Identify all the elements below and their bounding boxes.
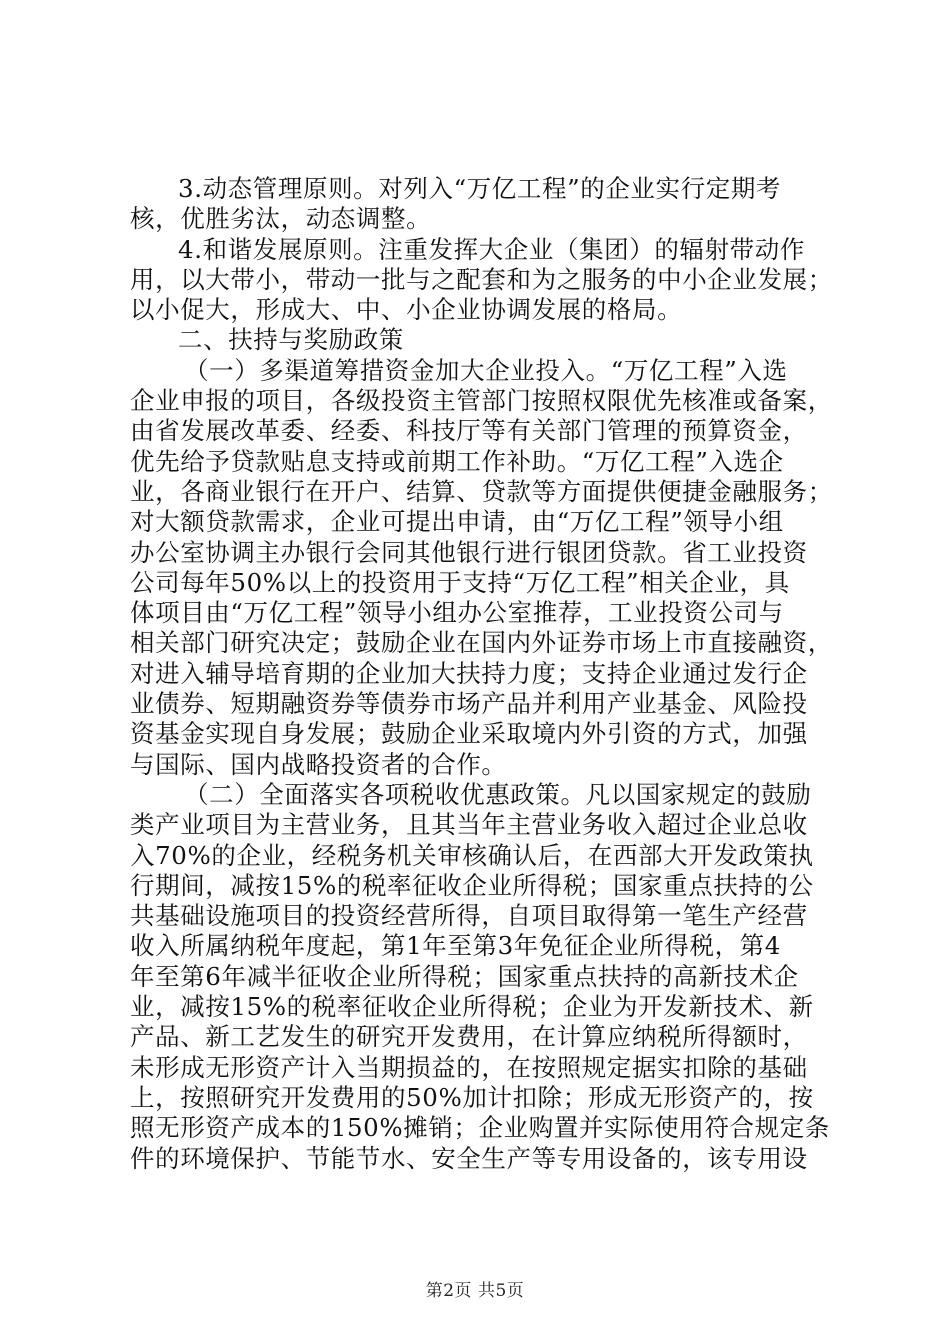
paragraph-line: 核，优胜劣汰，动态调整。	[130, 204, 432, 234]
paragraph-line: （二）全面落实各项税收优惠政策。凡以国家规定的鼓励	[184, 779, 812, 809]
paragraph-line: 办公室协调主办银行会同其他银行进行银团贷款。省工业投资	[130, 537, 808, 567]
paragraph-line: 用，以大带小，带动一批与之配套和为之服务的中小企业发展；	[130, 264, 833, 294]
paragraph-line: 与国际、国内战略投资者的合作。	[130, 749, 507, 779]
paragraph-line: 业债券、短期融资券等债券市场产品并利用产业基金、风险投	[130, 689, 808, 719]
paragraph-line: 相关部门研究决定；鼓励企业在国内外证券市场上市直接融资，	[130, 628, 833, 658]
paragraph-line: 未形成无形资产计入当期损益的，在按照规定据实扣除的基础	[130, 1052, 808, 1082]
paragraph-line: 入70%的企业，经税务机关审核确认后，在西部大开发政策执	[130, 840, 814, 870]
section-heading: 二、扶持与奖励政策	[178, 325, 404, 355]
paragraph-line: 件的环境保护、节能节水、安全生产等专用设备的，该专用设	[130, 1143, 808, 1173]
paragraph-line: 对进入辅导培育期的企业加大扶持力度；支持企业通过发行企	[130, 658, 808, 688]
paragraph-line: 收入所属纳税年度起，第1年至第3年免征企业所得税，第4	[130, 931, 781, 961]
paragraph-line: 体项目由“万亿工程”领导小组办公室推荐，工业投资公司与	[130, 598, 784, 628]
paragraph-line: 3.动态管理原则。对列入“万亿工程”的企业实行定期考	[178, 174, 782, 203]
document-body	[130, 174, 833, 1174]
paragraph-line: 行期间，减按15%的税率征收企业所得税；国家重点扶持的公	[130, 870, 814, 900]
paragraph-line: 资基金实现自身发展；鼓励企业采取境内外引资的方式，加强	[130, 719, 808, 749]
paragraph-line: 对大额贷款需求，企业可提出申请，由“万亿工程”领导小组	[130, 507, 784, 537]
paragraph-line: 照无形资产成本的150%摊销；企业购置并实际使用符合规定条	[130, 1113, 830, 1143]
paragraph-line: 4.和谐发展原则。注重发挥大企业（集团）的辐射带动作	[178, 234, 805, 264]
paragraph-line: 产品、新工艺发生的研究开发费用，在计算应纳税所得额时，	[130, 1022, 808, 1052]
paragraph-line: 优先给予贷款贴息支持或前期工作补助。“万亿工程”入选企	[130, 446, 784, 476]
paragraph-line: 类产业项目为主营业务，且其当年主营业务收入超过企业总收	[130, 810, 808, 840]
paragraph-line: 共基础设施项目的投资经营所得，自项目取得第一笔生产经营	[130, 901, 808, 931]
paragraph-line: 年至第6年减半征收企业所得税；国家重点扶持的高新技术企	[130, 961, 799, 991]
paragraph-line: 以小促大，形成大、中、小企业协调发展的格局。	[130, 295, 683, 325]
paragraph-line: 公司每年50%以上的投资用于支持“万亿工程”相关企业，具	[130, 567, 790, 597]
paragraph-line: 业，减按15%的税率征收企业所得税；企业为开发新技术、新	[130, 992, 814, 1022]
paragraph-line: 由省发展改革委、经委、科技厅等有关部门管理的预算资金，	[130, 416, 808, 446]
paragraph-line: （一）多渠道筹措资金加大企业投入。“万亿工程”入选	[184, 355, 788, 385]
paragraph-line: 业，各商业银行在开户、结算、贷款等方面提供便捷金融服务；	[130, 476, 833, 506]
page-number-footer: 第2页 共5页	[425, 1281, 525, 1301]
paragraph-line: 企业申报的项目，各级投资主管部门按照权限优先核准或备案，	[130, 386, 833, 416]
paragraph-line: 上，按照研究开发费用的50%加计扣除；形成无形资产的，按	[130, 1082, 814, 1112]
